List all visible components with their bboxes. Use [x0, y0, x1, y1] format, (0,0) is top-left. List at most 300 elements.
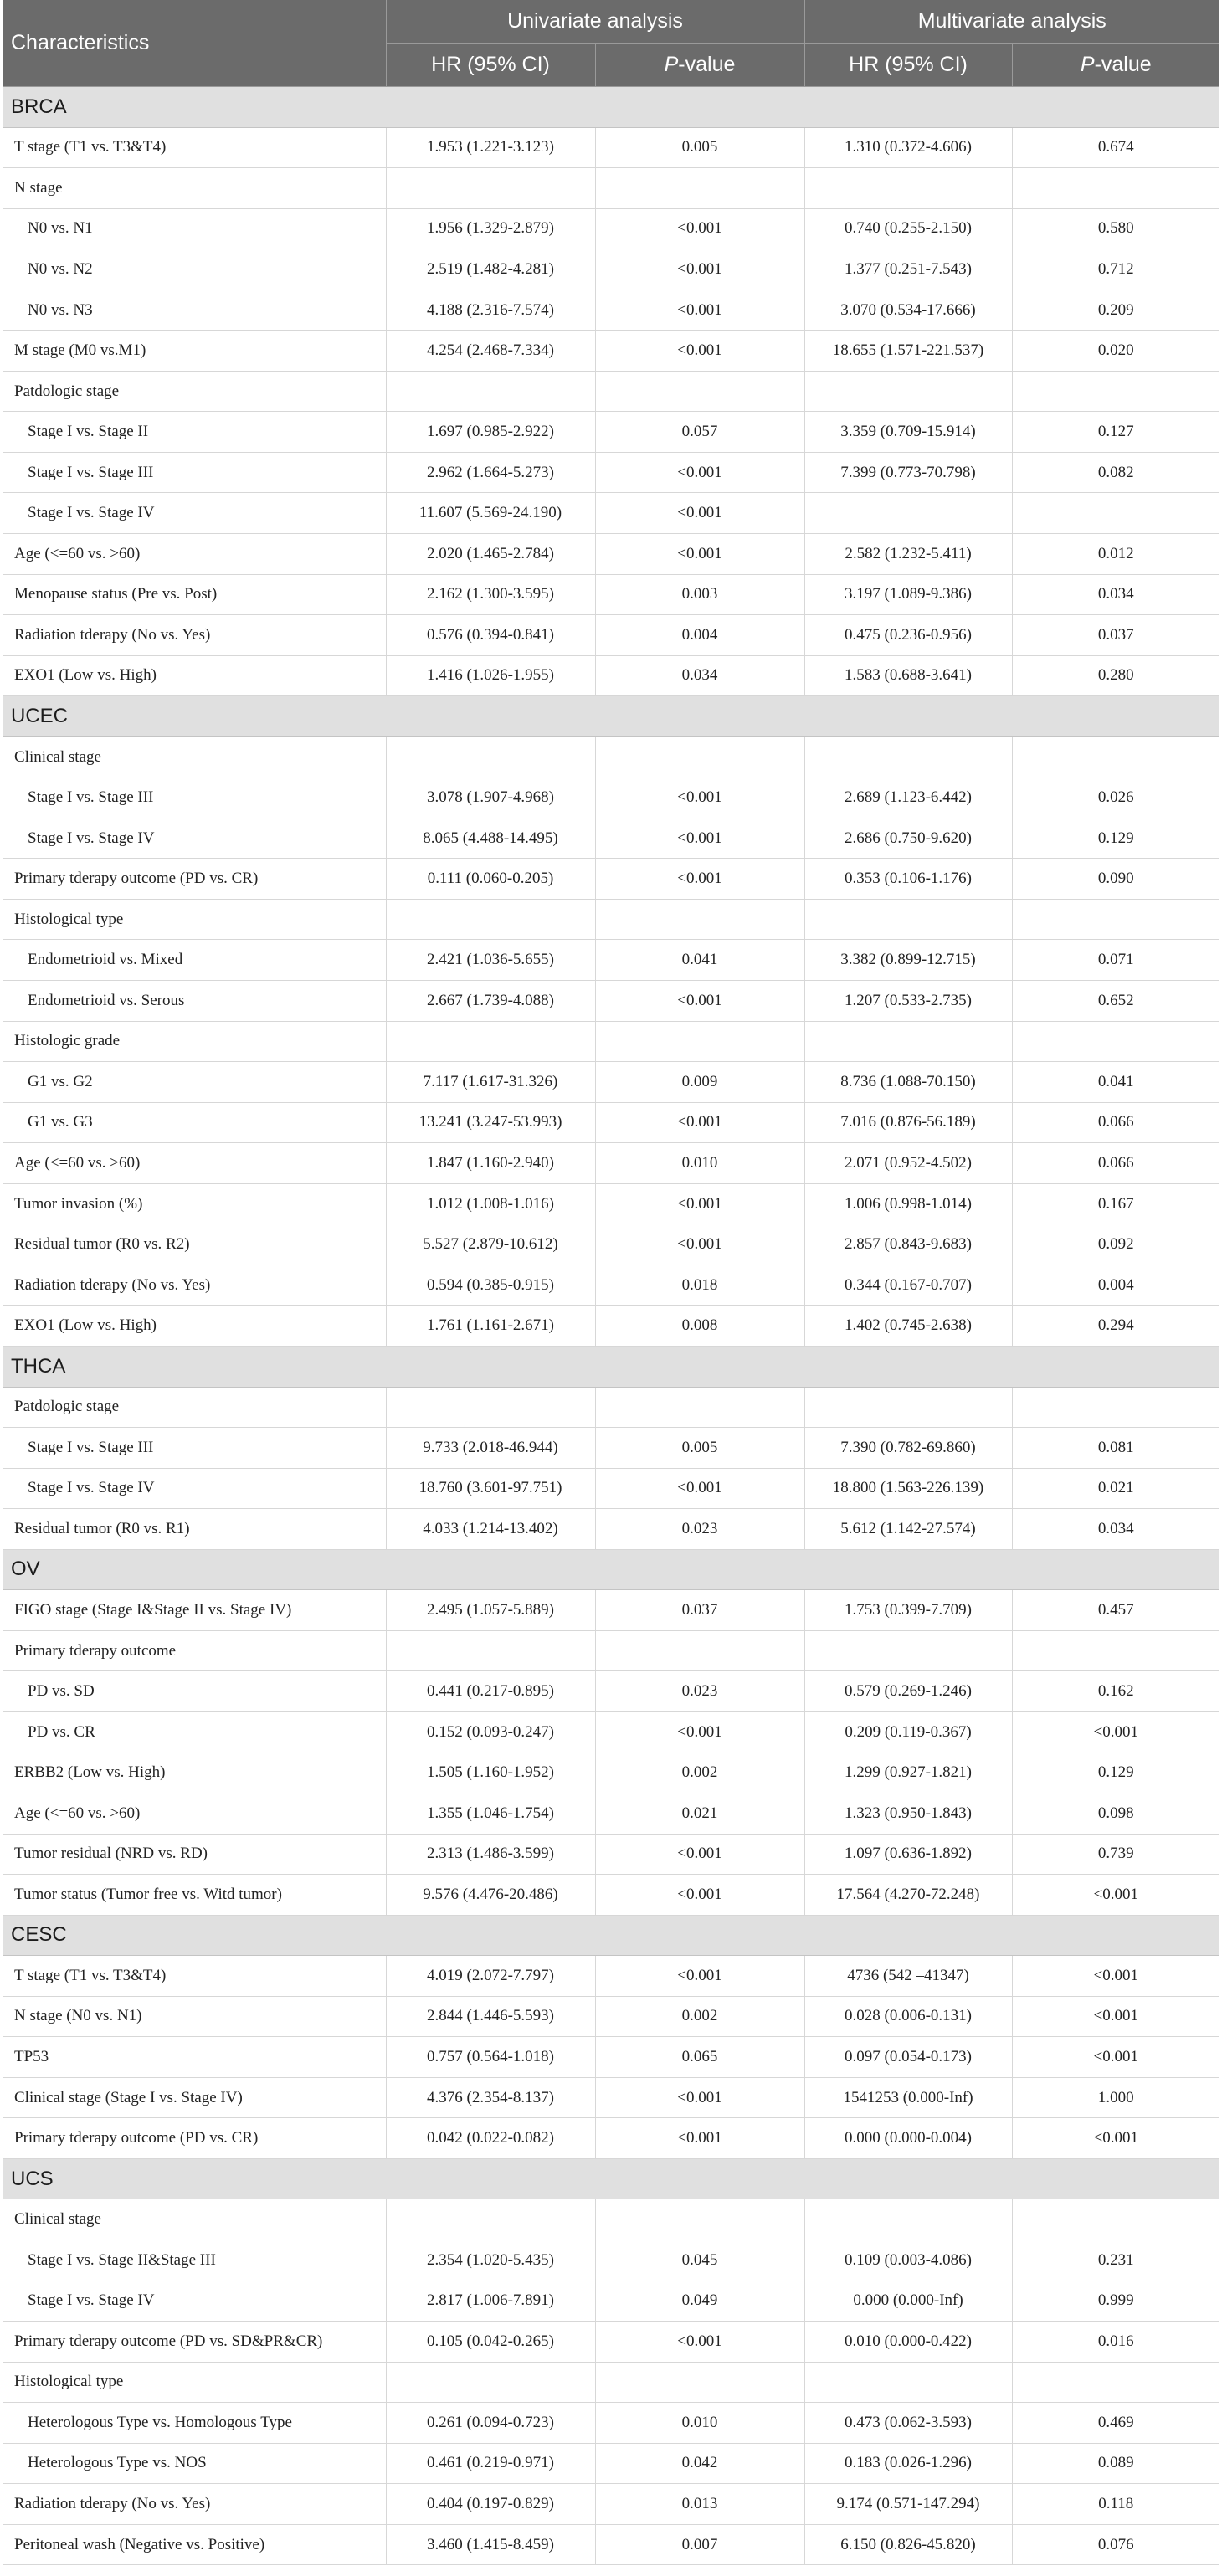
univariate-hr-cell: 2.844 (1.446-5.593): [386, 1996, 595, 2037]
univariate-hr-cell: 2.519 (1.482-4.281): [386, 249, 595, 290]
row-label: Tumor status (Tumor free vs. Witd tumor): [3, 1875, 386, 1916]
multivariate-p-cell: <0.001: [1012, 2118, 1219, 2159]
univariate-hr-cell: 4.254 (2.468-7.334): [386, 331, 595, 372]
univariate-hr-cell: [386, 736, 595, 777]
header-uni-hr: HR (95% CI): [386, 44, 595, 87]
multivariate-p-cell: 0.231: [1012, 2240, 1219, 2281]
table-row: [3, 168, 1219, 209]
table-row: [3, 2403, 1219, 2444]
univariate-hr-cell: [386, 2362, 595, 2403]
table-row: [3, 1143, 1219, 1184]
table-row: [3, 859, 1219, 900]
header-row-top: [3, 0, 1219, 44]
multivariate-p-cell: 0.037: [1012, 615, 1219, 656]
multivariate-p-cell: 0.082: [1012, 452, 1219, 493]
univariate-p-cell: 0.002: [595, 1996, 804, 2037]
multivariate-p-cell: [1012, 899, 1219, 940]
table-row: [3, 655, 1219, 696]
univariate-p-cell: 0.018: [595, 1265, 804, 1306]
table-row: [3, 2322, 1219, 2363]
univariate-p-cell: 0.057: [595, 412, 804, 453]
univariate-hr-cell: 0.441 (0.217-0.895): [386, 1671, 595, 1712]
row-label: Age (<=60 vs. >60): [3, 1793, 386, 1834]
univariate-p-cell: <0.001: [595, 2118, 804, 2159]
multivariate-hr-cell: [804, 1630, 1012, 1671]
univariate-p-cell: 0.065: [595, 2037, 804, 2078]
row-label: Stage I vs. Stage III: [3, 1428, 386, 1469]
univariate-p-cell: 0.002: [595, 1752, 804, 1793]
multivariate-hr-cell: 18.800 (1.563-226.139): [804, 1468, 1012, 1509]
multivariate-p-cell: 0.999: [1012, 2281, 1219, 2322]
univariate-p-cell: <0.001: [595, 2077, 804, 2118]
univariate-p-cell: <0.001: [595, 1224, 804, 1265]
univariate-hr-cell: 13.241 (3.247-53.993): [386, 1102, 595, 1143]
row-label: Patdologic stage: [3, 1387, 386, 1428]
table-row: [3, 1387, 1219, 1428]
row-label: N0 vs. N2: [3, 249, 386, 290]
multivariate-hr-cell: 0.010 (0.000-0.422): [804, 2322, 1012, 2363]
multivariate-p-cell: 0.090: [1012, 859, 1219, 900]
table-row: [3, 371, 1219, 412]
univariate-p-cell: 0.010: [595, 1143, 804, 1184]
univariate-p-cell: <0.001: [595, 1834, 804, 1875]
multivariate-hr-cell: 0.740 (0.255-2.150): [804, 208, 1012, 249]
univariate-p-cell: <0.001: [595, 452, 804, 493]
row-label: G1 vs. G2: [3, 1062, 386, 1103]
univariate-hr-cell: 3.078 (1.907-4.968): [386, 777, 595, 818]
univariate-hr-cell: 4.188 (2.316-7.574): [386, 290, 595, 331]
row-label: Stage I vs. Stage IV: [3, 2281, 386, 2322]
univariate-p-cell: <0.001: [595, 859, 804, 900]
table-row: [3, 1468, 1219, 1509]
table-row: [3, 1711, 1219, 1752]
univariate-hr-cell: 18.760 (3.601-97.751): [386, 1468, 595, 1509]
table-row: [3, 736, 1219, 777]
table-row: [3, 940, 1219, 981]
multivariate-hr-cell: [804, 1021, 1012, 1062]
univariate-p-cell: <0.001: [595, 534, 804, 575]
table-row: [3, 1021, 1219, 1062]
univariate-hr-cell: 1.697 (0.985-2.922): [386, 412, 595, 453]
multivariate-hr-cell: 0.000 (0.000-Inf): [804, 2281, 1012, 2322]
univariate-hr-cell: 11.607 (5.569-24.190): [386, 493, 595, 534]
multivariate-p-cell: [1012, 2199, 1219, 2240]
table-row: [3, 777, 1219, 818]
univariate-p-cell: [595, 2199, 804, 2240]
table-row: [3, 452, 1219, 493]
univariate-p-cell: 0.004: [595, 615, 804, 656]
univariate-p-cell: <0.001: [595, 249, 804, 290]
multivariate-hr-cell: 17.564 (4.270-72.248): [804, 1875, 1012, 1916]
univariate-hr-cell: 1.847 (1.160-2.940): [386, 1143, 595, 1184]
multivariate-p-cell: 0.041: [1012, 1062, 1219, 1103]
multivariate-hr-cell: [804, 899, 1012, 940]
multivariate-p-cell: 0.580: [1012, 208, 1219, 249]
table-row: [3, 1062, 1219, 1103]
section-row: [3, 696, 1219, 737]
section-title: UCS: [3, 2158, 1219, 2199]
univariate-p-cell: 0.023: [595, 1671, 804, 1712]
multivariate-p-cell: 0.127: [1012, 412, 1219, 453]
multivariate-hr-cell: 0.028 (0.006-0.131): [804, 1996, 1012, 2037]
multivariate-hr-cell: [804, 1387, 1012, 1428]
multivariate-p-cell: 0.020: [1012, 331, 1219, 372]
table-header: [3, 0, 1219, 87]
univariate-hr-cell: [386, 1021, 595, 1062]
multivariate-hr-cell: 6.150 (0.826-45.820): [804, 2524, 1012, 2565]
univariate-hr-cell: [386, 371, 595, 412]
row-label: Stage I vs. Stage IV: [3, 818, 386, 859]
univariate-p-cell: <0.001: [595, 777, 804, 818]
section-title: CESC: [3, 1915, 1219, 1956]
multivariate-hr-cell: [804, 168, 1012, 209]
row-label: N stage (N0 vs. N1): [3, 1996, 386, 2037]
multivariate-p-cell: 0.209: [1012, 290, 1219, 331]
row-label: N0 vs. N3: [3, 290, 386, 331]
row-label: Stage I vs. Stage III: [3, 777, 386, 818]
row-label: Tumor invasion (%): [3, 1183, 386, 1224]
univariate-p-cell: <0.001: [595, 1102, 804, 1143]
multivariate-p-cell: <0.001: [1012, 1875, 1219, 1916]
table-row: [3, 1793, 1219, 1834]
multivariate-hr-cell: 1.310 (0.372-4.606): [804, 127, 1012, 168]
table-row: [3, 818, 1219, 859]
multivariate-hr-cell: 1.583 (0.688-3.641): [804, 655, 1012, 696]
univariate-hr-cell: 2.817 (1.006-7.891): [386, 2281, 595, 2322]
multivariate-hr-cell: 0.344 (0.167-0.707): [804, 1265, 1012, 1306]
multivariate-p-cell: 0.098: [1012, 1793, 1219, 1834]
univariate-hr-cell: 0.576 (0.394-0.841): [386, 615, 595, 656]
table-row: [3, 127, 1219, 168]
univariate-hr-cell: 1.953 (1.221-3.123): [386, 127, 595, 168]
row-label: EXO1 (Low vs. High): [3, 1306, 386, 1347]
multivariate-p-cell: 1.000: [1012, 2077, 1219, 2118]
table-row: [3, 249, 1219, 290]
univariate-hr-cell: 5.527 (2.879-10.612): [386, 1224, 595, 1265]
table-row: [3, 1265, 1219, 1306]
multivariate-p-cell: [1012, 371, 1219, 412]
multivariate-hr-cell: 1.323 (0.950-1.843): [804, 1793, 1012, 1834]
row-label: Stage I vs. Stage II: [3, 412, 386, 453]
header-p-italic: P: [664, 53, 679, 76]
univariate-hr-cell: 0.152 (0.093-0.247): [386, 1711, 595, 1752]
table-row: [3, 2484, 1219, 2525]
row-label: PD vs. SD: [3, 1671, 386, 1712]
row-label: T stage (T1 vs. T3&T4): [3, 127, 386, 168]
univariate-p-cell: <0.001: [595, 2322, 804, 2363]
univariate-hr-cell: 0.461 (0.219-0.971): [386, 2443, 595, 2484]
row-label: Patdologic stage: [3, 371, 386, 412]
univariate-hr-cell: 0.111 (0.060-0.205): [386, 859, 595, 900]
table-row: [3, 290, 1219, 331]
univariate-p-cell: <0.001: [595, 981, 804, 1022]
univariate-p-cell: <0.001: [595, 1956, 804, 1997]
row-label: Histological type: [3, 899, 386, 940]
univariate-hr-cell: 2.354 (1.020-5.435): [386, 2240, 595, 2281]
multivariate-p-cell: [1012, 2362, 1219, 2403]
multivariate-hr-cell: 2.857 (0.843-9.683): [804, 1224, 1012, 1265]
multivariate-hr-cell: 1.299 (0.927-1.821): [804, 1752, 1012, 1793]
row-label: FIGO stage (Stage I&Stage II vs. Stage IV): [3, 1590, 386, 1631]
univariate-hr-cell: [386, 899, 595, 940]
multivariate-p-cell: 0.076: [1012, 2524, 1219, 2565]
univariate-hr-cell: 4.033 (1.214-13.402): [386, 1509, 595, 1550]
univariate-hr-cell: 4.019 (2.072-7.797): [386, 1956, 595, 1997]
table-row: [3, 2443, 1219, 2484]
row-label: Clinical stage: [3, 2199, 386, 2240]
multivariate-p-cell: 0.004: [1012, 1265, 1219, 1306]
univariate-p-cell: 0.041: [595, 940, 804, 981]
univariate-hr-cell: [386, 1387, 595, 1428]
multivariate-p-cell: [1012, 1021, 1219, 1062]
univariate-hr-cell: 7.117 (1.617-31.326): [386, 1062, 595, 1103]
row-label: T stage (T1 vs. T3&T4): [3, 1956, 386, 1997]
multivariate-hr-cell: 1.097 (0.636-1.892): [804, 1834, 1012, 1875]
section-title: OV: [3, 1549, 1219, 1590]
univariate-hr-cell: 1.416 (1.026-1.955): [386, 655, 595, 696]
table-row: [3, 615, 1219, 656]
multivariate-hr-cell: 0.097 (0.054-0.173): [804, 2037, 1012, 2078]
table-row: [3, 1671, 1219, 1712]
univariate-hr-cell: 3.460 (1.415-8.459): [386, 2524, 595, 2565]
multivariate-p-cell: [1012, 736, 1219, 777]
multivariate-p-cell: 0.066: [1012, 1102, 1219, 1143]
multivariate-hr-cell: 1.753 (0.399-7.709): [804, 1590, 1012, 1631]
section-title: THCA: [3, 1346, 1219, 1387]
table-container: [3, 0, 1219, 2565]
section-row: [3, 2158, 1219, 2199]
multivariate-hr-cell: 3.197 (1.089-9.386): [804, 574, 1012, 615]
row-label: Heterologous Type vs. Homologous Type: [3, 2403, 386, 2444]
table-row: [3, 208, 1219, 249]
table-row: [3, 1875, 1219, 1916]
table-row: [3, 2240, 1219, 2281]
row-label: Age (<=60 vs. >60): [3, 1143, 386, 1184]
multivariate-p-cell: 0.294: [1012, 1306, 1219, 1347]
row-label: Clinical stage (Stage I vs. Stage IV): [3, 2077, 386, 2118]
multivariate-hr-cell: 1.377 (0.251-7.543): [804, 249, 1012, 290]
table-row: [3, 2199, 1219, 2240]
univariate-hr-cell: 9.733 (2.018-46.944): [386, 1428, 595, 1469]
univariate-p-cell: 0.013: [595, 2484, 804, 2525]
header-multivariate: Multivariate analysis: [804, 0, 1219, 44]
multivariate-p-cell: 0.026: [1012, 777, 1219, 818]
row-label: Primary tderapy outcome (PD vs. SD&PR&CR): [3, 2322, 386, 2363]
row-label: Stage I vs. Stage III: [3, 452, 386, 493]
multivariate-hr-cell: [804, 493, 1012, 534]
table-row: [3, 1509, 1219, 1550]
row-label: N stage: [3, 168, 386, 209]
univariate-hr-cell: [386, 168, 595, 209]
univariate-p-cell: 0.021: [595, 1793, 804, 1834]
table-row: [3, 1996, 1219, 2037]
multivariate-p-cell: 0.280: [1012, 655, 1219, 696]
table-row: [3, 1428, 1219, 1469]
multivariate-p-cell: 0.071: [1012, 940, 1219, 981]
univariate-hr-cell: 2.667 (1.739-4.088): [386, 981, 595, 1022]
univariate-hr-cell: 8.065 (4.488-14.495): [386, 818, 595, 859]
univariate-hr-cell: [386, 2199, 595, 2240]
univariate-hr-cell: 2.162 (1.300-3.595): [386, 574, 595, 615]
multivariate-p-cell: <0.001: [1012, 1996, 1219, 2037]
row-label: PD vs. CR: [3, 1711, 386, 1752]
multivariate-p-cell: <0.001: [1012, 2037, 1219, 2078]
row-label: Radiation tderapy (No vs. Yes): [3, 615, 386, 656]
multivariate-hr-cell: 7.016 (0.876-56.189): [804, 1102, 1012, 1143]
row-label: Endometrioid vs. Serous: [3, 981, 386, 1022]
row-label: N0 vs. N1: [3, 208, 386, 249]
univariate-p-cell: 0.007: [595, 2524, 804, 2565]
table-row: [3, 899, 1219, 940]
header-univariate: Univariate analysis: [386, 0, 804, 44]
row-label: EXO1 (Low vs. High): [3, 655, 386, 696]
table-row: [3, 1102, 1219, 1143]
univariate-hr-cell: 1.012 (1.008-1.016): [386, 1183, 595, 1224]
section-title: BRCA: [3, 87, 1219, 128]
row-label: Histologic grade: [3, 1021, 386, 1062]
row-label: Histological type: [3, 2362, 386, 2403]
table-row: [3, 1834, 1219, 1875]
table-row: [3, 981, 1219, 1022]
multivariate-p-cell: [1012, 493, 1219, 534]
multivariate-hr-cell: 0.473 (0.062-3.593): [804, 2403, 1012, 2444]
multivariate-hr-cell: 2.071 (0.952-4.502): [804, 1143, 1012, 1184]
multivariate-hr-cell: 3.070 (0.534-17.666): [804, 290, 1012, 331]
section-row: [3, 1346, 1219, 1387]
univariate-p-cell: [595, 1387, 804, 1428]
univariate-p-cell: [595, 1021, 804, 1062]
univariate-p-cell: 0.003: [595, 574, 804, 615]
table-row: [3, 412, 1219, 453]
row-label: Clinical stage: [3, 736, 386, 777]
univariate-hr-cell: 9.576 (4.476-20.486): [386, 1875, 595, 1916]
multivariate-hr-cell: 1.006 (0.998-1.014): [804, 1183, 1012, 1224]
table-body: [3, 87, 1219, 2565]
multivariate-p-cell: 0.089: [1012, 2443, 1219, 2484]
univariate-p-cell: <0.001: [595, 1183, 804, 1224]
univariate-p-cell: [595, 371, 804, 412]
row-label: Radiation tderapy (No vs. Yes): [3, 1265, 386, 1306]
multivariate-p-cell: 0.129: [1012, 818, 1219, 859]
header-p-suffix: -value: [1094, 53, 1152, 76]
multivariate-p-cell: 0.712: [1012, 249, 1219, 290]
multivariate-hr-cell: 1541253 (0.000-Inf): [804, 2077, 1012, 2118]
univariate-hr-cell: 1.355 (1.046-1.754): [386, 1793, 595, 1834]
table-row: [3, 2524, 1219, 2565]
multivariate-hr-cell: 1.402 (0.745-2.638): [804, 1306, 1012, 1347]
multivariate-p-cell: 0.674: [1012, 127, 1219, 168]
univariate-hr-cell: 2.421 (1.036-5.655): [386, 940, 595, 981]
univariate-hr-cell: 2.020 (1.465-2.784): [386, 534, 595, 575]
multivariate-p-cell: 0.129: [1012, 1752, 1219, 1793]
multivariate-hr-cell: 0.353 (0.106-1.176): [804, 859, 1012, 900]
table-row: [3, 2118, 1219, 2159]
univariate-hr-cell: [386, 1630, 595, 1671]
univariate-p-cell: 0.023: [595, 1509, 804, 1550]
row-label: Stage I vs. Stage IV: [3, 1468, 386, 1509]
header-p-suffix: -value: [678, 53, 736, 76]
multivariate-p-cell: 0.652: [1012, 981, 1219, 1022]
multivariate-p-cell: 0.034: [1012, 1509, 1219, 1550]
univariate-p-cell: <0.001: [595, 331, 804, 372]
table-row: [3, 493, 1219, 534]
multivariate-p-cell: [1012, 1387, 1219, 1428]
multivariate-hr-cell: 3.359 (0.709-15.914): [804, 412, 1012, 453]
multivariate-p-cell: 0.066: [1012, 1143, 1219, 1184]
section-row: [3, 1915, 1219, 1956]
multivariate-hr-cell: 0.109 (0.003-4.086): [804, 2240, 1012, 2281]
multivariate-hr-cell: 0.209 (0.119-0.367): [804, 1711, 1012, 1752]
univariate-p-cell: <0.001: [595, 208, 804, 249]
table-row: [3, 1183, 1219, 1224]
multivariate-p-cell: 0.457: [1012, 1590, 1219, 1631]
multivariate-hr-cell: [804, 2199, 1012, 2240]
univariate-p-cell: 0.008: [595, 1306, 804, 1347]
univariate-hr-cell: 1.505 (1.160-1.952): [386, 1752, 595, 1793]
table-row: [3, 2077, 1219, 2118]
row-label: Heterologous Type vs. NOS: [3, 2443, 386, 2484]
table-row: [3, 574, 1219, 615]
table-row: [3, 1956, 1219, 1997]
univariate-p-cell: 0.049: [595, 2281, 804, 2322]
multivariate-p-cell: 0.034: [1012, 574, 1219, 615]
table-row: [3, 2037, 1219, 2078]
univariate-p-cell: [595, 1630, 804, 1671]
multivariate-hr-cell: 7.399 (0.773-70.798): [804, 452, 1012, 493]
univariate-p-cell: [595, 899, 804, 940]
multivariate-p-cell: <0.001: [1012, 1711, 1219, 1752]
header-characteristics: Characteristics: [3, 0, 386, 87]
row-label: Residual tumor (R0 vs. R1): [3, 1509, 386, 1550]
table-row: [3, 1630, 1219, 1671]
univariate-hr-cell: 0.757 (0.564-1.018): [386, 2037, 595, 2078]
multivariate-hr-cell: 4736 (542 –41347): [804, 1956, 1012, 1997]
row-label: Stage I vs. Stage II&Stage III: [3, 2240, 386, 2281]
table-row: [3, 2362, 1219, 2403]
row-label: Peritoneal wash (Negative vs. Positive): [3, 2524, 386, 2565]
univariate-p-cell: <0.001: [595, 818, 804, 859]
table-row: [3, 1590, 1219, 1631]
row-label: Primary tderapy outcome: [3, 1630, 386, 1671]
multivariate-p-cell: 0.081: [1012, 1428, 1219, 1469]
univariate-p-cell: <0.001: [595, 1875, 804, 1916]
multivariate-hr-cell: 3.382 (0.899-12.715): [804, 940, 1012, 981]
multivariate-p-cell: 0.739: [1012, 1834, 1219, 1875]
multivariate-p-cell: 0.118: [1012, 2484, 1219, 2525]
multivariate-p-cell: <0.001: [1012, 1956, 1219, 1997]
multivariate-hr-cell: [804, 371, 1012, 412]
header-p-italic: P: [1080, 53, 1095, 76]
univariate-p-cell: <0.001: [595, 290, 804, 331]
univariate-hr-cell: 1.956 (1.329-2.879): [386, 208, 595, 249]
row-label: Stage I vs. Stage IV: [3, 493, 386, 534]
multivariate-p-cell: 0.092: [1012, 1224, 1219, 1265]
multivariate-hr-cell: 2.582 (1.232-5.411): [804, 534, 1012, 575]
multivariate-p-cell: 0.167: [1012, 1183, 1219, 1224]
univariate-p-cell: 0.042: [595, 2443, 804, 2484]
row-label: Tumor residual (NRD vs. RD): [3, 1834, 386, 1875]
multivariate-p-cell: 0.021: [1012, 1468, 1219, 1509]
univariate-hr-cell: 0.404 (0.197-0.829): [386, 2484, 595, 2525]
row-label: Endometrioid vs. Mixed: [3, 940, 386, 981]
row-label: TP53: [3, 2037, 386, 2078]
univariate-hr-cell: 0.105 (0.042-0.265): [386, 2322, 595, 2363]
univariate-hr-cell: 0.042 (0.022-0.082): [386, 2118, 595, 2159]
multivariate-hr-cell: 7.390 (0.782-69.860): [804, 1428, 1012, 1469]
univariate-p-cell: <0.001: [595, 493, 804, 534]
multivariate-hr-cell: 2.689 (1.123-6.442): [804, 777, 1012, 818]
univariate-hr-cell: 2.495 (1.057-5.889): [386, 1590, 595, 1631]
